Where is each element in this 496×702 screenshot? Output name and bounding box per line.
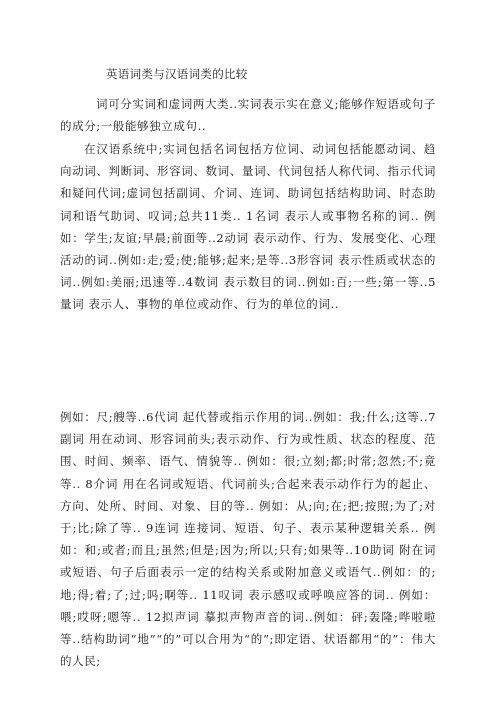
document-title: 英语词类与汉语词类的比较 bbox=[106, 67, 248, 81]
paragraph-chinese-word-classes: 在汉语系统中;实词包括名词包括方位词、动词包括能愿动词、趋向动词、判断词、形容词、数词、量词、代词包括人称代词、指示代词和疑问代词;虚词包括副词、介词、连词、助词包括结构助词、时态助词和语气助词、叹词;总共11类.. 1名词 表示人或事物名称的词.. 例如：学生;友谊;早晨;前面等..2动词 表示动作、行为、发展变化、心理活动的词..例如:走;爱;使;能够;起来;是等..3形容词 表示性质或状态的词..例如:美丽;迅速等..4数词 表示数目的词..例如:百;一些;第一等..5量词 表示人、事物的单位或动作、行为的单位的词.. bbox=[60, 142, 436, 312]
paragraph-intro: 词可分实词和虚词两大类..实词表示实在意义;能够作短语或句子的成分;一般能够独立成句.. bbox=[60, 97, 436, 134]
paragraph-word-class-examples: 例如：尺;艘等..6代词 起代替或指示作用的词..例如：我;什么;这等..7副词 用在动词、形容词前头;表示动作、行为或性质、状态的程度、范围、时间、频率、语气、情貌等.. 例如：很;立刻;都;时常;忽然;不;竟等.. 8介词 用在名词或短语、代词前头;合起来表示动作行为的起止、方向、处所、时间、对象、目的等.. 例如：从;向;在;把;按照;为了;对于;比;除了等.. 9连词 连接词、短语、句子、表示某种逻辑关系.. 例如：和;或者;而且;虽然;但是;因为;所以;只有;如果等..10助词 附在词或短语、句子后面表示一定的结构关系或附加意义或语气..例如：的;地;得;着;了;过;吗;啊等.. 11叹词 表示感叹或呼唤应答的词.. 例如：喂;哎呀;嗯等.. 12拟声词 摹拟声物声音的词..例如：砰;轰隆;哗啦啦等..结构助词“地”“的”可以合用为“的”;即定语、状语都用“的”：伟大的人民; bbox=[60, 410, 436, 669]
